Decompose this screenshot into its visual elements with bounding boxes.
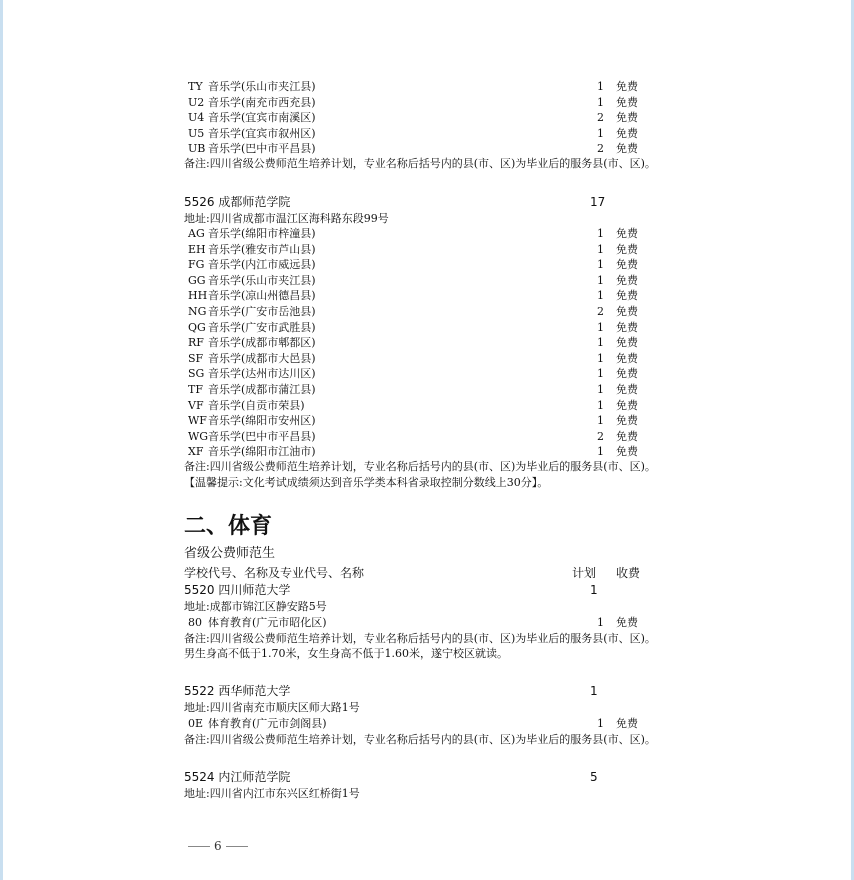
major-fee: 免费 (616, 320, 638, 334)
major-plan: 2 (597, 429, 604, 443)
school-name: 内江师范学院 (218, 770, 291, 784)
school-code: 5526 (184, 195, 215, 209)
major-plan: 1 (597, 95, 604, 109)
major-name: 体育教育(广元市剑阁县) (208, 717, 327, 730)
major-code: TY (188, 80, 203, 93)
col-school-header: 学校代号、名称及专业代号、名称 (184, 566, 365, 580)
note-line: 备注:四川省级公费师范生培养计划，专业名称后括号内的县(市、区)为毕业后的服务县(市、区)。 (184, 157, 656, 170)
major-row (188, 226, 648, 241)
note-line: 备注:四川省级公费师范生培养计划，专业名称后括号内的县(市、区)为毕业后的服务县(市、区)。 (184, 632, 656, 645)
major-name: 音乐学(绵阳市梓潼县) (208, 227, 316, 240)
major-code: FG (188, 258, 205, 272)
col-fee-header: 收费 (616, 566, 641, 580)
major-plan: 1 (597, 80, 604, 93)
major-row (188, 79, 648, 94)
major-plan: 1 (597, 616, 604, 629)
major-row (188, 304, 648, 319)
major-code: EH (188, 242, 206, 256)
major-row (188, 335, 648, 350)
major-name: 音乐学(宜宾市南溪区) (208, 111, 316, 125)
school-header-5524 (184, 769, 624, 785)
major-fee: 免费 (616, 111, 638, 125)
note-line: 备注:四川省级公费师范生培养计划，专业名称后括号内的县(市、区)为毕业后的服务县(市、区)。 (184, 460, 656, 473)
major-code: XF (188, 445, 204, 459)
major-name: 音乐学(广安市岳池县) (208, 305, 316, 318)
major-fee: 免费 (616, 717, 638, 730)
major-code: HH (188, 289, 208, 303)
major-code: SF (188, 351, 204, 365)
major-fee: 免费 (616, 80, 638, 93)
major-code: SG (188, 367, 205, 381)
major-row (188, 95, 648, 110)
major-fee: 免费 (616, 289, 638, 303)
major-code: AG (188, 227, 205, 240)
page-number: 6 (214, 839, 222, 853)
major-name: 音乐学(宜宾市叙州区) (208, 126, 316, 140)
school-plan: 1 (590, 583, 598, 597)
major-name: 音乐学(绵阳市安州区) (208, 414, 316, 428)
major-fee: 免费 (616, 126, 638, 140)
major-plan: 1 (597, 367, 604, 381)
school-name: 成都师范学院 (218, 195, 291, 209)
school-address: 地址:四川省内江市东兴区红桥街1号 (184, 787, 360, 800)
major-row (188, 398, 648, 413)
major-code: QG (188, 320, 206, 334)
major-plan: 1 (597, 258, 604, 272)
major-plan: 1 (597, 126, 604, 140)
major-row (188, 382, 648, 397)
page-edge-left (0, 0, 3, 880)
school-address: 地址:四川省南充市顺庆区师大路1号 (184, 701, 360, 714)
major-fee: 免费 (616, 336, 638, 350)
major-name: 音乐学(巴中市平昌县) (208, 142, 316, 156)
major-code: 0E (188, 717, 204, 730)
major-plan: 1 (597, 383, 604, 396)
major-fee: 免费 (616, 305, 638, 318)
major-name: 音乐学(成都市蒲江县) (208, 383, 316, 396)
school-header-5526 (184, 194, 624, 210)
page-footer (184, 838, 252, 854)
major-name: 音乐学(巴中市平昌县) (208, 429, 316, 443)
major-row (188, 413, 648, 428)
major-plan: 1 (597, 336, 604, 350)
tip-line: 【温馨提示:文化考试成绩须达到音乐学类本科省录取控制分数线上30分】。 (184, 476, 549, 489)
major-plan: 1 (597, 227, 604, 240)
major-name: 音乐学(广安市武胜县) (208, 320, 316, 334)
major-row (188, 126, 648, 141)
major-plan: 2 (597, 111, 604, 125)
footer-dash (226, 846, 248, 847)
major-name: 音乐学(绵阳市江油市) (208, 445, 316, 459)
major-row (188, 444, 648, 459)
major-plan: 1 (597, 414, 604, 428)
major-name: 音乐学(凉山州德昌县) (208, 289, 316, 303)
note-line: 备注:四川省级公费师范生培养计划，专业名称后括号内的县(市、区)为毕业后的服务县(市、区)。 (184, 733, 656, 746)
major-fee: 免费 (616, 429, 638, 443)
school-plan: 1 (590, 684, 598, 698)
major-plan: 1 (597, 398, 604, 412)
note-line-2: 男生身高不低于1.70米，女生身高不低于1.60米，遂宁校区就读。 (184, 647, 508, 660)
major-row (188, 716, 648, 731)
major-row (188, 288, 648, 303)
major-fee: 免费 (616, 242, 638, 256)
major-fee: 免费 (616, 95, 638, 109)
major-name: 体育教育(广元市昭化区) (208, 616, 327, 629)
major-fee: 免费 (616, 445, 638, 459)
major-fee: 免费 (616, 367, 638, 381)
major-row (188, 366, 648, 381)
major-code: WG (188, 429, 209, 443)
major-fee: 免费 (616, 383, 638, 396)
major-fee: 免费 (616, 142, 638, 156)
school-code: 5522 (184, 684, 215, 698)
major-code: UB (188, 142, 206, 156)
major-plan: 2 (597, 305, 604, 318)
section-subtitle: 省级公费师范生 (184, 546, 276, 561)
school-plan: 17 (590, 195, 606, 209)
major-row (188, 110, 648, 125)
major-row (188, 242, 648, 257)
major-code: U2 (188, 95, 205, 109)
major-code: 80 (188, 616, 202, 629)
school-header-5520 (184, 582, 624, 598)
major-fee: 免费 (616, 616, 638, 629)
major-plan: 2 (597, 142, 604, 156)
major-fee: 免费 (616, 414, 638, 428)
major-plan: 1 (597, 273, 604, 287)
major-name: 音乐学(南充市西充县) (208, 95, 316, 109)
major-code: U4 (188, 111, 205, 125)
column-headers (184, 565, 674, 581)
major-row (188, 351, 648, 366)
major-row (188, 320, 648, 335)
major-code: VF (188, 398, 204, 412)
major-code: U5 (188, 126, 205, 140)
major-row (188, 429, 648, 444)
major-fee: 免费 (616, 258, 638, 272)
school-code: 5524 (184, 770, 215, 784)
school-plan: 5 (590, 770, 598, 784)
major-plan: 1 (597, 351, 604, 365)
major-fee: 免费 (616, 398, 638, 412)
major-code: TF (188, 383, 203, 396)
school-address: 地址:成都市锦江区静安路5号 (184, 600, 327, 613)
school-address: 地址:四川省成都市温江区海科路东段99号 (184, 212, 389, 225)
major-fee: 免费 (616, 351, 638, 365)
school-header-5522 (184, 683, 624, 699)
major-plan: 1 (597, 289, 604, 303)
school-name: 四川师范大学 (218, 583, 291, 597)
major-plan: 1 (597, 717, 604, 730)
major-plan: 1 (597, 320, 604, 334)
section-title: 二、体育 (184, 514, 273, 539)
major-row (188, 273, 648, 288)
footer-dash (188, 846, 210, 847)
major-plan: 1 (597, 242, 604, 256)
major-row (188, 615, 648, 630)
major-name: 音乐学(内江市威远县) (208, 258, 316, 272)
major-fee: 免费 (616, 227, 638, 240)
major-name: 音乐学(成都市郫都区) (208, 336, 316, 350)
major-plan: 1 (597, 445, 604, 459)
major-name: 音乐学(乐山市夹江县) (208, 80, 316, 93)
col-plan-header: 计划 (572, 566, 597, 580)
major-row (188, 257, 648, 272)
major-code: RF (188, 336, 204, 350)
major-name: 音乐学(乐山市夹江县) (208, 273, 316, 287)
school-code: 5520 (184, 583, 215, 597)
major-name: 音乐学(自贡市荣县) (208, 398, 305, 412)
major-code: GG (188, 273, 206, 287)
major-name: 音乐学(达州市达川区) (208, 367, 316, 381)
major-row (188, 141, 648, 156)
major-code: NG (188, 305, 207, 318)
major-name: 音乐学(雅安市芦山县) (208, 242, 316, 256)
major-fee: 免费 (616, 273, 638, 287)
major-code: WF (188, 414, 207, 428)
school-name: 西华师范大学 (218, 684, 291, 698)
major-name: 音乐学(成都市大邑县) (208, 351, 316, 365)
